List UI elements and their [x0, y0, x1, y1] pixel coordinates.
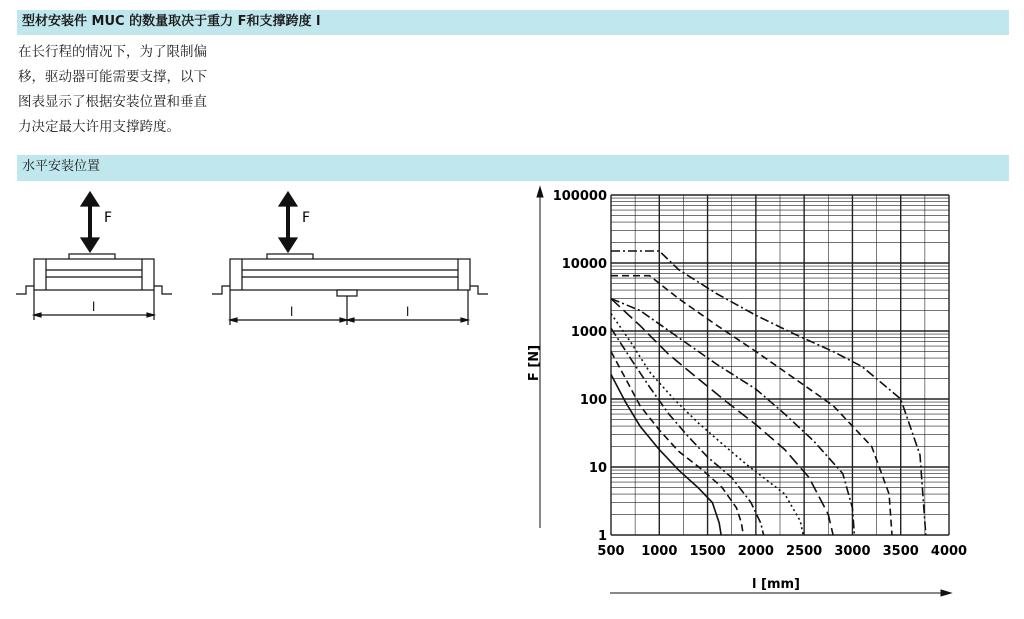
intro-text — [18, 40, 258, 140]
x-axis-label: l [mm] — [752, 577, 800, 592]
x-tick-label: 4000 — [930, 544, 968, 559]
chart-series — [611, 251, 926, 535]
mounting-diagram-double — [210, 190, 490, 325]
section-title: 水平安装位置 — [22, 159, 101, 174]
mounting-diagram-single — [14, 190, 174, 325]
y-tick-label: 10000 — [561, 257, 607, 272]
y-tick-label: 10 — [588, 461, 607, 476]
span-label: l — [406, 305, 410, 319]
force-label: F — [104, 210, 113, 226]
series-line — [611, 352, 743, 536]
x-tick-label: 1000 — [641, 544, 678, 559]
y-tick-label: 100000 — [552, 189, 607, 204]
x-tick-label: 500 — [597, 544, 625, 559]
force-label: F — [302, 210, 311, 226]
force-arrow-icon — [279, 192, 297, 252]
span-label: l — [290, 305, 294, 319]
x-tick-label: 3500 — [882, 544, 919, 559]
y-tick-label: 100 — [579, 393, 607, 408]
intro-line: 在长行程的情况下，为了限制偏 — [18, 44, 207, 60]
title-bar — [17, 10, 1009, 35]
force-arrow-icon — [81, 192, 99, 252]
intro-line: 力决定最大许用支撑跨度。 — [18, 119, 180, 135]
x-tick-label: 2500 — [786, 544, 823, 559]
x-tick-label: 3000 — [834, 544, 871, 559]
series-line — [611, 328, 764, 535]
chart-grid — [611, 195, 949, 535]
intro-line: 图表显示了根据安装位置和垂直 — [18, 94, 207, 110]
x-tick-label: 2000 — [737, 544, 774, 559]
x-tick-label: 1500 — [689, 544, 726, 559]
page-title: 型材安装件 MUC 的数量取决于重力 F和支撑跨度 l — [22, 14, 321, 29]
series-line — [611, 251, 926, 535]
span-label: l — [92, 300, 96, 314]
intro-line: 移，驱动器可能需要支撑，以下 — [18, 69, 207, 85]
y-tick-label: 1000 — [570, 325, 607, 340]
y-tick-label: 1 — [597, 529, 607, 544]
chart-ticks — [553, 189, 967, 559]
section-bar — [17, 155, 1009, 181]
y-axis-label: F [N] — [527, 344, 542, 382]
span-force-chart — [510, 183, 1020, 613]
